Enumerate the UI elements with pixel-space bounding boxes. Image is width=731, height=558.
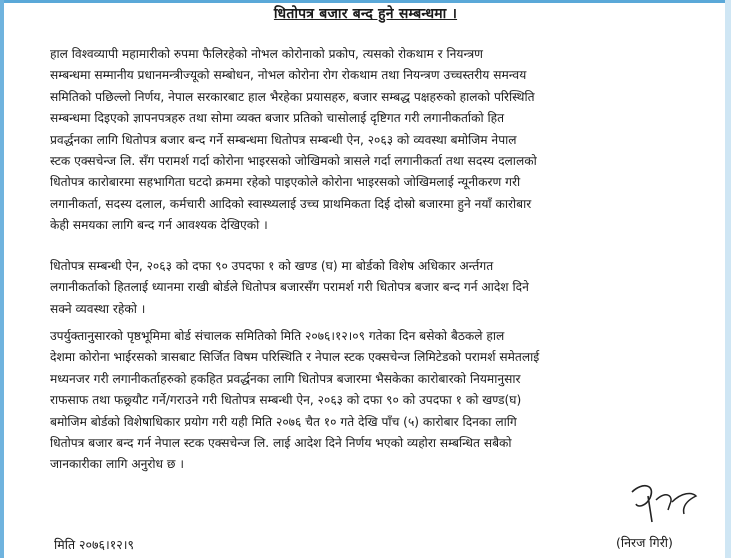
paragraph-line: धितोपत्र बजार बन्द गर्न नेपाल स्टक एक्सचेन्ज लि. लाई आदेश दिने निर्णय भएको व्यहोरा सम्बन्धित सबैको bbox=[50, 436, 512, 451]
paragraph-line: देशमा कोरोना भाईरसको त्रासबाट सिर्जित विषम परिस्थिति र नेपाल स्टक एक्सचेन्ज लिमिटेडको परामर्श समेतलाई bbox=[50, 350, 540, 365]
paragraph-line: सम्बन्धमा सम्मानीय प्रधानमन्त्रीज्यूको सम्बोधन, नोभल कोरोना रोग रोकथाम तथा नियन्त्रण उच्चस्तरीय समन्वय bbox=[50, 68, 527, 83]
paragraph-line: सम्बन्धमा दिइएको ज्ञापनपत्रहरु तथा सोमा व्यक्त बजार प्रतिको चासोलाई दृष्टिगत गरी लगानीकर्ताको हित bbox=[50, 111, 505, 126]
paragraph-line: केही समयका लागि बन्द गर्न आवश्यक देखिएको । bbox=[50, 218, 268, 233]
paragraph-line: लगानीकर्ताको हितलाई ध्यानमा राखी बोर्डले धितोपत्र बजारसँग परामर्श गरी धितोपत्र बजार बन्द गर्न आदेश दिने bbox=[50, 280, 529, 295]
window-frame-top bbox=[0, 0, 731, 3]
paragraph-line: मध्यनजर गरी लगानीकर्ताहरुको हकहित प्रवर्द्धनका लागि धितोपत्र बजारमा भैसकेका कारोबारको नियमानुसार bbox=[50, 371, 521, 386]
window-frame-left bbox=[0, 0, 4, 558]
document-title: धितोपत्र बजार बन्द हुने सम्बन्धमा । bbox=[273, 6, 458, 22]
document-date: मिति २०७६।१२।९ bbox=[54, 537, 135, 552]
paragraph-line: हाल विश्वव्यापी महामारीको रुपमा फैलिरहेको नोभल कोरोनाको प्रकोप, त्यसको रोकथाम र नियन्त्रण bbox=[50, 47, 483, 61]
paragraph-line: राफसाफ तथा फछ्र्यौट गर्ने/गराउने गरी धितोपत्र सम्बन्धी ऐन, २०६३ को दफा ९० को उपदफा १ को खण्ड(घ) bbox=[50, 393, 522, 408]
paragraph-line: धितोपत्र सम्बन्धी ऐन, २०६३ को दफा ९० उपदफा १ को खण्ड (घ) मा बोर्डको विशेष अधिकार अर्न्तगत bbox=[50, 259, 494, 273]
paragraph-3 bbox=[50, 326, 680, 476]
paragraph-line: स्टक एक्सचेन्ज लि. सँग परामर्श गर्दा कोरोना भाइरसको जोखिमको त्रासले गर्दा लगानीकर्ता तथा सदस्य दलालको bbox=[50, 154, 537, 169]
signer-name: (निरज गिरी) bbox=[616, 535, 673, 550]
paragraph-line: जानकारीका लागि अनुरोध छ । bbox=[50, 457, 184, 472]
paragraph-line: धितोपत्र कारोबारमा सहभागिता घटदो क्रममा रहेको पाइएकोले कोरोना भाइरसको जोखिमलाई न्यूनीकरण गरी bbox=[50, 175, 521, 190]
window-frame-right bbox=[725, 0, 731, 558]
paragraph-line: समितिको पछिल्लो निर्णय, नेपाल सरकारबाट हाल भैरहेका प्रयासहरु, बजार सम्बद्ध पक्षहरुको हालको परिस्थिति bbox=[50, 89, 535, 104]
paragraph-line: बमोजिम बोर्डको विशेषाधिकार प्रयोग गरी यही मिति २०७६ चैत १० गते देखि पाँच (५) कारोबार दिनका लागि bbox=[50, 414, 517, 429]
paragraph-1 bbox=[50, 44, 680, 237]
paragraph-line: उपर्युक्तानुसारको पृष्ठभूमिमा बोर्ड संचालक समितिको मिति २०७६।१२।०९ गतेका दिन बसेको बैठकले हाल bbox=[50, 329, 505, 343]
paragraph-line: सक्ने व्यवस्था रहेको । bbox=[50, 301, 146, 316]
paragraph-line: प्रवर्द्धनका लागि धितोपत्र बजार बन्द गर्ने सम्बन्धमा धितोपत्र सम्बन्धी ऐन, २०६३ को व्यवस्था बमोजिम नेपाल bbox=[50, 132, 517, 147]
paragraph-line: लगानीकर्ता, सदस्य दलाल, कर्मचारी आदिको स्वास्थ्यलाई उच्च प्राथमिकता दिई दोस्रो बजारमा हुने नयाँ कारोबार bbox=[50, 196, 532, 211]
paragraph-2 bbox=[50, 256, 680, 320]
handwritten-signature bbox=[626, 478, 706, 526]
